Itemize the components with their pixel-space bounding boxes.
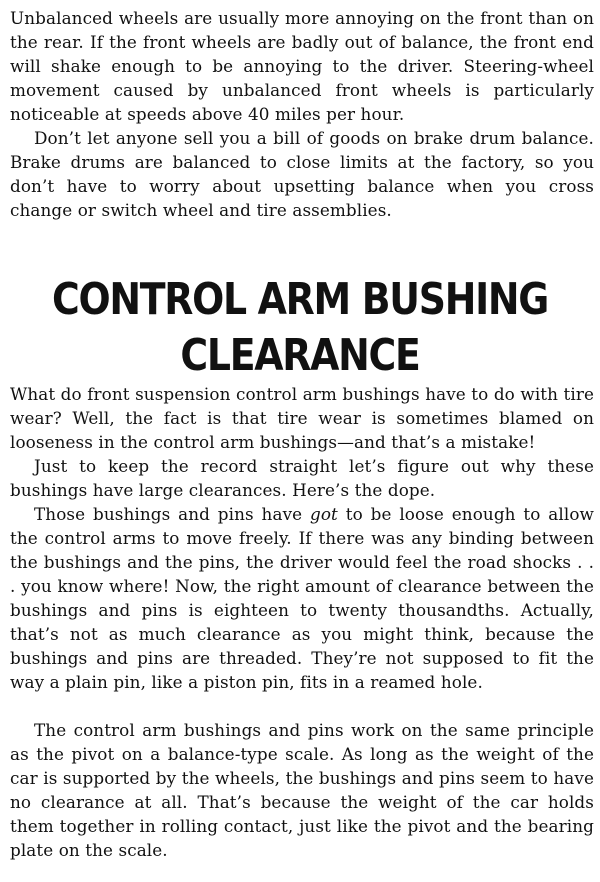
section-paragraph-balance-scale: The control arm bushings and pins work on the same principle as the pivot on a balance-type scale. As long as the weight of the car is supported by the wheels, the bushings and pins seem to have no clearance at all. That’s because the weight of the car holds them together in rolling contact, just like the pivot and the bearing plate on the scale.	[10, 720, 594, 860]
section-paragraph-tire-wear: What do front suspension control arm bushings have to do with tire wear? Well, the fact is that tire wear is sometimes blamed on looseness in the control arm bushings—and that’s a mistake!	[10, 384, 594, 452]
clearance-text-start: Those bushings and pins have	[34, 504, 311, 524]
intro-paragraph-wheel-balance: Unbalanced wheels are usually more annoying on the front than on the rear. If the front wheels are badly out of balance, the front end will shake enough to be annoying to the driver. Steering-wheel movement caused by unbalanced front wheels is particularly noticeable at speeds above 40 miles per hour.	[10, 8, 594, 124]
section-paragraph-clearance	[10, 502, 594, 694]
section-heading-line-2: CLEARANCE	[180, 330, 420, 381]
section-paragraph-record-straight: Just to keep the record straight let’s figure out why these bushings have large clearances. Here’s the dope.	[10, 456, 594, 500]
intro-paragraph-brake-drum: Don’t let anyone sell you a bill of goods on brake drum balance. Brake drums are balanced to close limits at the factory, so you don’t have to worry about upsetting balance when you cross change or switch wheel and tire assemblies.	[10, 128, 594, 220]
section-heading-line-1: CONTROL ARM BUSHING	[51, 274, 549, 325]
section-heading	[42, 272, 558, 384]
clearance-text-end: to be loose enough to allow the control arms to move freely. If there was any binding between the bushings and the pins, the driver would feel the road shocks . . . you know where! Now, the right amount of clearance between the bushings and pins is eighteen to twenty thousandths. Actually, that’s not as much clearance as you might think, because the bushings and pins are threaded. They’re not supposed to fit the way a plain pin, like a piston pin, fits in a reamed hole.	[10, 504, 594, 692]
clearance-emphasis: got	[310, 504, 338, 524]
